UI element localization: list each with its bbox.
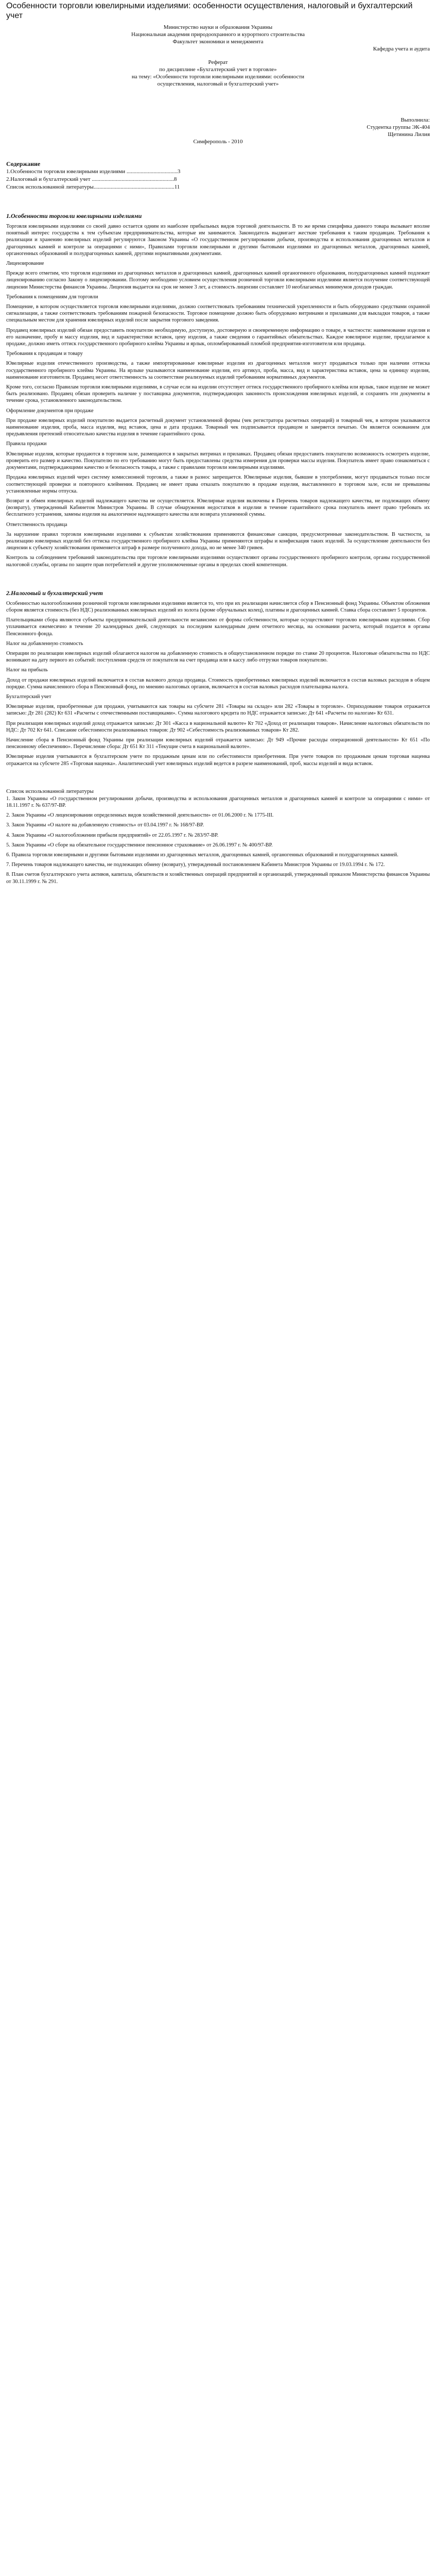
paragraph: Прежде всего отметим, что торговля изделиями из драгоценных металлов и драгоценных камней, драгоценных камней органогенного образования, полудрагоценных камней подлежит лицензированию согласно Закону о лицензировании. Поэтому необходимо условием осуществления розничной торговли ювелирными изделиями является получение соответствующей лицензии Министерства финансов Украины. Лицензия выдается на срок не менее 3 лет, а стоимость лицензии составляет 10 необлагаемых минимумов доходов граждан. [6,270,430,290]
author-name: Щетинина Лилия [388,131,430,138]
paragraph: Торговля ювелирными изделиями со своей давно остается одним из наиболее прибыльных видов торговой деятельности. В то же время специфика данного товара вызывает вполне понятный интерес государства к тем субъектам предпринимательства, которые им занимаются. Законодатель выдвигает жесткие требования к таким продавцам. Требования к реализации и хранению ювелирных изделий регулируются Законом Украины «О государственном регулировании добычи, производства и использования драгоценных металлов и драгоценных камней и контроле за операциями с ними», Правилами торговли ювелирными и другими бытовыми изделиями из драгоценных металлов, драгоценных камней, органогенных образований и полудрагоценных камней, другими нормативными документами. [6,224,430,257]
paragraph: Начисление сбора в Пенсионный фонд Украины при реализации ювелирных изделий отражается записью: Дт 949 «Прочие расходы операционной деятельности» Кт 651 «По пенсионному обеспечению». Перечисление сбора: Дт 651 Кт 311 «Текущие счета в национальной валюте». [6,737,430,750]
reference-item: 3. Закон Украины «О налоге на добавленную стоимость» от 03.04.1997 г. № 168/97-ВР. [6,822,204,828]
paragraph: Бухгалтерский учет [6,693,51,700]
paragraph: Требования к помещениям для торговли [6,294,98,300]
paragraph: При реализации ювелирных изделий доход отражается записью: Дт 301 «Касса в национальной валюте» Кт 702 «Доход от реализации товаров». Начисление налоговых обязательств по НДС: Дт 702 Кт 641. Списание себестоимости реализованных товаров: Дт 902 «Себестоимость реализованных товаров» Кт 282. [6,720,430,733]
university: Национальная академия природоохранного и курортного строительства [131,31,305,38]
department: Кафедра учета и аудита [373,46,430,52]
paragraph: Возврат и обмен ювелирных изделий надлежащего качества не осуществляется. Ювелирные изделия включены в Перечень товаров надлежащего качества, не подлежащих обмену (возврату), утвержденный Кабинетом Министров Украины. В случае обнаружения недостатков в изделии в течение гарантийного срока покупатель имеет право требовать их бесплатного устранения, замены изделия на аналогичное надлежащего качества или возврата уплаченной суммы. [6,498,430,518]
section-2-body [6,600,430,767]
toc-item-3: Список использованной литературы.........................................................11 [6,184,180,190]
paragraph: Правила продажи [6,441,47,447]
paragraph: Помещение, в котором осуществляется торговля ювелирными изделиями, должно соответствовать требованиям технической укрепленности и быть оборудовано средствами охранной сигнализации, а также соответствовать требованиям пожарной безопасности. Торговое помещение должно быть оборудовано витринами и прилавками для выкладки товаров, а также специальным местом для хранения ювелирных изделий после закрытия торгового заведения. [6,304,430,324]
paragraph: Особенностью налогообложения розничной торговли ювелирными изделиями является то, что при их реализации начисляется сбор в Пенсионный фонд Украины. Объектом обложения сбором является стоимость (без НДС) реализованных ювелирных изделий из золота (кроме обручальных колец), платины и драгоценных камней. Ставка сбора составляет 5 процентов. [6,600,430,613]
paragraph: Ювелирные изделия, которые продаются в торговом зале, размещаются в закрытых витринах и прилавках. Продавец обязан предоставить покупателю возможность осмотреть изделие, проверить его размер и качество. Покупателю по его требованию могут быть предоставлены средства измерения для проверки массы изделия. Покупатель имеет право ознакомиться с документами, подтверждающими качество и безопасность товара, а также с правилами торговли ювелирными изделиями. [6,451,430,471]
paragraph: Продавец ювелирных изделий обязан предоставить покупателю необходимую, доступную, достоверную и своевременную информацию о товаре, в частности: наименование изделия и его назначение, пробу и массу изделия, вид и характеристики вставок, цену изделия, а также сведения о гарантийных обязательствах. Каждое ювелирное изделие, предлагаемое к продаже, должно иметь оттиск государственного пробирного клейма Украины и ярлык, опломбированный пломбой предприятия-изготовителя или продавца. [6,327,430,347]
toc-heading: Содержание [6,160,41,167]
discipline-line-1: по дисциплине «Бухгалтерский учет в торговле» [159,66,277,73]
paragraph: При продаже ювелирных изделий покупателю выдается расчетный документ установленной формы (чек регистратора расчетных операций) и товарный чек, в котором указываются наименование изделия, проба, масса изделия, вид вставок, цена и дата продажи. Товарный чек подписывается продавцом и заверяется печатью. Он является основанием для предъявления претензий относительно качества изделия в течение гарантийного срока. [6,417,430,437]
paragraph: За нарушение правил торговли ювелирными изделиями к субъектам хозяйствования применяются финансовые санкции, предусмотренные законодательством. В частности, за реализацию ювелирных изделий без оттиска государственного пробирного клейма Украины применяются штрафы и конфискация таких изделий. За осуществление деятельности без лицензии к субъекту хозяйствования применяется штраф в размере полученного дохода, но не менее 340 гривен. [6,531,430,551]
reference-item: 5. Закон Украины «О сборе на обязательное государственное пенсионное страхование» от 26.06.1997 г. № 400/97-ВР. [6,842,273,848]
paragraph: Кроме того, согласно Правилам торговли ювелирными изделиями, в случае если на изделии отсутствует оттиск государственного пробирного клейма или ярлык, такое изделие не может быть реализовано. Продавец обязан проверить наличие у поставщика документов, подтверждающих законность происхождения ювелирных изделий, и сохранять эти документы в течение срока, установленного законодательством. [6,384,430,404]
section-1-heading: 1.Особенности торговли ювелирными изделиями [6,212,142,219]
city-year: Симферополь - 2010 [193,139,243,145]
toc-item-1: 1.Особенности торговли ювелирными изделиями ....................................3 [6,168,181,175]
paragraph: Ювелирные изделия учитываются в бухгалтерском учете по продажным ценам или по себестоимости приобретения. При учете товаров по продажным ценам торговая наценка отражается на субсчете 285 «Торговая наценка». Аналитический учет ювелирных изделий ведется в разрезе наименований, проб, массы изделий и вида вставок. [6,754,430,767]
document-page [0,1,436,885]
paragraph: Доход от продажи ювелирных изделий включается в состав валового дохода продавца. Стоимость приобретенных ювелирных изделий включается в состав валовых расходов в общем порядке. Сумма начисленного сбора в Пенсионный фонд, по мнению налоговых органов, включается в состав валовых расходов плательщика налога. [6,677,430,690]
references-heading: Список использованной литературы [6,788,94,794]
paragraph: Ювелирные изделия отечественного производства, а также импортированные ювелирные изделия из драгоценных металлов могут продаваться только при наличии оттиска государственного пробирного клейма Украины. На ярлыке указываются наименование изделия, его артикул, проба, масса, вид и характеристика вставок, цена за единицу изделия, наименование изготовителя. Продавец несет ответственность за соответствие реализуемых изделий требованиям нормативных документов. [6,361,430,380]
paragraph: Ответственность продавца [6,521,67,528]
document-title: Особенности торговли ювелирными изделиями: особенности осуществления, налоговый и бухгалтерский учет [6,2,413,20]
faculty: Факультет экономики и менеджмента [172,39,264,45]
section-1-body [6,223,430,568]
reference-item: 1. Закон Украины «О государственном регулировании добычи, производства и использования драгоценных металлов и драгоценных камней и контроле за операциями с ними» от 18.11.1997 г. № 637/97-ВР. [6,795,430,808]
student-line: Студентка группы ЭК-404 [367,124,430,130]
reference-item: 8. План счетов бухгалтерского учета активов, капитала, обязательств и хозяйственных операций предприятий и организаций, утвержденный приказом Министерства финансов Украины от 30.11.1999 г. № 291. [6,872,430,885]
ministry: Министерство науки и образования Украины [163,24,273,30]
topic-line-1: на тему: «Особенности торговли ювелирными изделиями: особенности [131,74,305,80]
paragraph: Продажа ювелирных изделий через систему комиссионной торговли, а также в разнос запрещается. Ювелирные изделия, бывшие в употреблении, могут продаваться только после соответствующей проверки и повторного клеймения. Продавец не имеет права отказать покупателю в продаже изделия, выставленного в торговом зале, если не превышены установленные нормы отпуска. [6,474,430,494]
performed-label: Выполнила: [400,117,430,123]
topic-line-2: осуществления, налоговый и бухгалтерский учет» [157,81,279,87]
paragraph: Требования к продавцам и товару [6,351,83,357]
paragraph: Налог на прибыль [6,667,48,673]
reference-item: 7. Перечень товаров надлежащего качества, не подлежащих обмену (возврату), утвержденный постановлением Кабинета Министров Украины от 19.03.1994 г. № 172. [6,862,385,868]
paragraph: Налог на добавленную стоимость [6,640,83,647]
paragraph: Оформление документов при продаже [6,408,94,414]
reference-item: 2. Закон Украины «О лицензировании определенных видов хозяйственной деятельности» от 01.06.2000 г. № 1775-III. [6,812,274,819]
reference-item: 6. Правила торговли ювелирными и другими бытовыми изделиями из драгоценных металлов, драгоценных камней, органогенных образований и полудрагоценных камней. [6,852,398,858]
reference-item: 4. Закон Украины «О налогообложении прибыли предприятий» от 22.05.1997 г. № 283/97-ВР. [6,832,219,838]
paragraph: Лицензирование [6,261,44,267]
paragraph: Операции по реализации ювелирных изделий облагаются налогом на добавленную стоимость в общеустановленном порядке по ставке 20 процентов. Налоговые обязательства по НДС возникают на дату первого из событий: поступления средств от покупателя на счет продавца или в кассу либо отгрузки товаров покупателю. [6,650,430,664]
doc-type: Реферат [208,59,228,65]
paragraph: Плательщиками сбора являются субъекты предпринимательской деятельности независимо от формы собственности, которые осуществляют торговлю ювелирными изделиями. Сбор уплачивается ежемесячно в течение 20 календарных дней, следующих за последним календарным днем отчетного месяца, на основании расчета, который подается в органы Пенсионного фонда. [6,617,430,637]
references-list [6,795,430,885]
toc-item-2: 2.Налоговый и бухгалтерский учет ..........................................................8 [6,176,177,182]
paragraph: Контроль за соблюдением требований законодательства при торговле ювелирными изделиями осуществляют органы государственного пробирного контроля, органы государственной налоговой службы, органы по защите прав потребителей и другие уполномоченные органы в пределах своей компетенции. [6,555,430,568]
section-2-heading: 2.Налоговый и бухгалтерский учет [6,589,103,597]
paragraph: Ювелирные изделия, приобретенные для продажи, учитываются как товары на субсчете 281 «Товары на складе» или 282 «Товары в торговле». Оприходование товаров отражается записью: Дт 281 (282) Кт 631 «Расчеты с отечественными поставщиками». Сумма налогового кредита по НДС отражается записью: Дт 641 «Расчеты по налогам» Кт 631. [6,704,430,717]
